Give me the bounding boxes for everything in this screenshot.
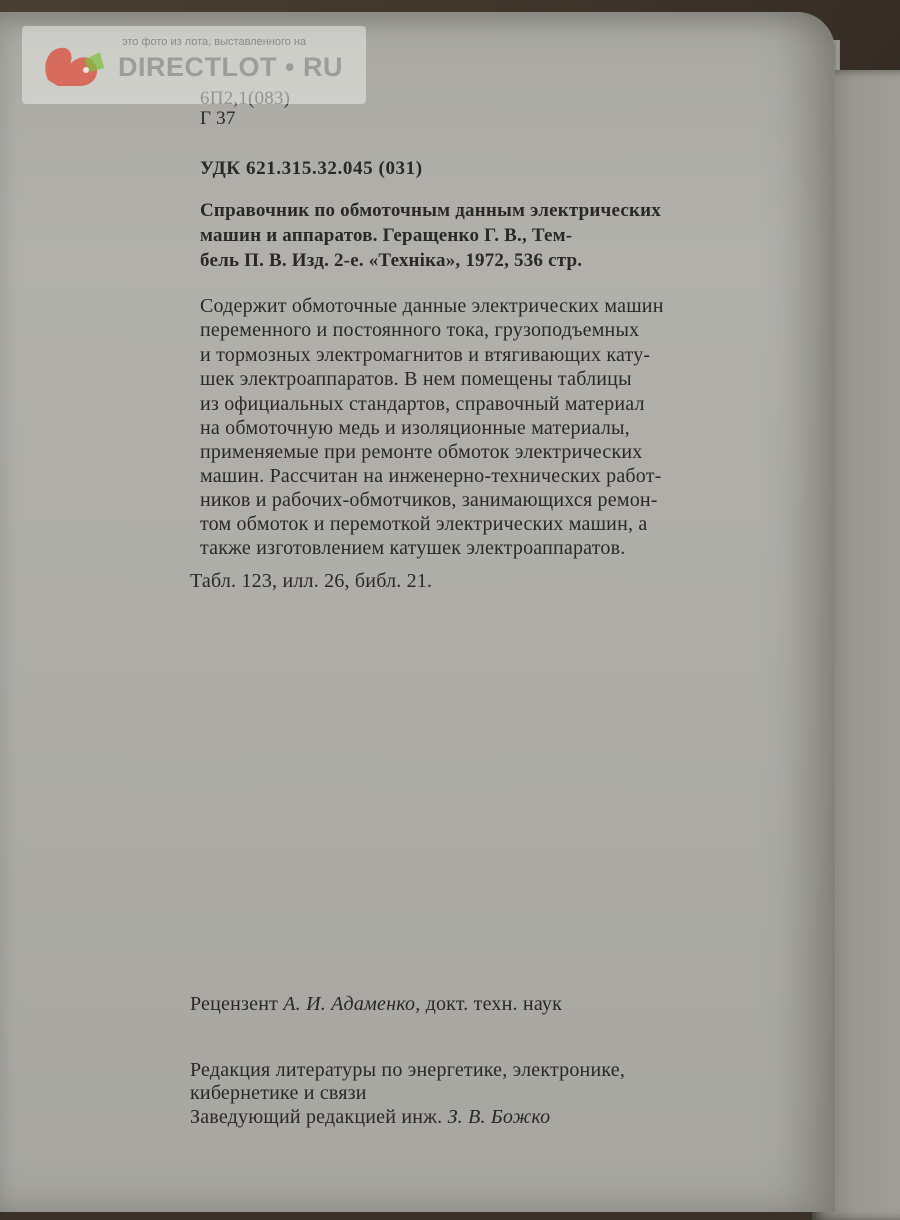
watermark-brand: DIRECTLOT • RU — [118, 52, 343, 82]
abstract-line: и тормозных электромагнитов и втягивающих кату- — [200, 344, 651, 366]
udk-code: УДК 621.315.32.045 (031) — [200, 158, 423, 179]
editorial-line: Редакция литературы по энергетике, электронике, — [190, 1059, 626, 1081]
book-page — [0, 12, 835, 1212]
bibliography-line: машин и аппаратов. Геращенко Г. В., Тем- — [200, 225, 573, 246]
editorial-head-name: З. В. Божко — [447, 1106, 551, 1128]
abstract-line: из официальных стандартов, справочный материал — [200, 393, 645, 415]
bibliography-line: Справочник по обмоточным данным электрических — [200, 200, 661, 221]
abstract-line: ников и рабочих-обмотчиков, занимающихся ремон- — [200, 489, 658, 511]
abstract-line: на обмоточную медь и изоляционные материалы, — [200, 417, 630, 439]
watermark-caption: это фото из лота, выставленного на — [122, 36, 307, 48]
abstract-line: шек электроаппаратов. В нем помещены таблицы — [200, 368, 632, 390]
editorial-head-label: Заведующий редакцией инж. — [190, 1106, 443, 1128]
reviewer-name: А. И. Адаменко, — [283, 993, 421, 1015]
editorial-head-line — [190, 1105, 550, 1129]
reviewer-label: Рецензент — [190, 993, 279, 1015]
abstract-line: машин. Рассчитан на инженерно-технических работ- — [200, 465, 662, 487]
squirrel-logo-icon — [40, 40, 110, 94]
bibliography-line: бель П. В. Изд. 2-е. «Техніка», 1972, 536 стр. — [200, 250, 583, 271]
abstract-line: переменного и постоянного тока, грузоподъемных — [200, 319, 640, 341]
abstract-line: том обмоток и перемоткой электрических машин, а — [200, 513, 648, 535]
abstract-line: Содержит обмоточные данные электрических машин — [200, 295, 664, 317]
table-count-line: Табл. 123, илл. 26, библ. 21. — [190, 570, 433, 592]
reviewer-line — [190, 992, 562, 1016]
author-mark: Г 37 — [200, 108, 236, 129]
editorial-line: кибернетике и связи — [190, 1082, 367, 1104]
reviewer-credentials: докт. техн. наук — [425, 993, 563, 1015]
abstract-line: применяемые при ремонте обмоток электрических — [200, 441, 643, 463]
abstract-line: также изготовлением катушек электроаппаратов. — [200, 537, 626, 559]
